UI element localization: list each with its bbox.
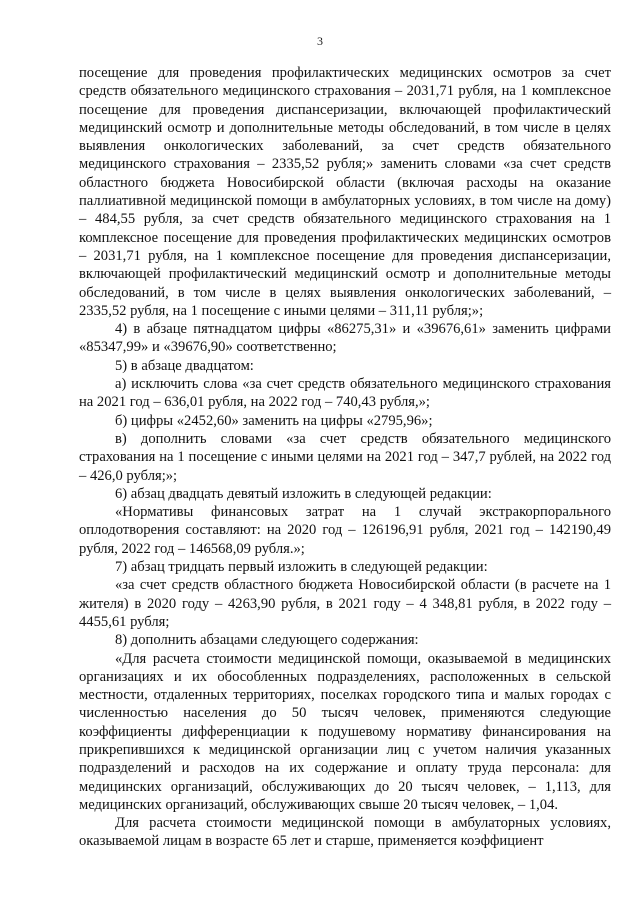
paragraph: посещение для проведения профилактических медицинских осмотров за счет средств обязательного медицинского страхования – 2031,71 рубля, на 1 комплексное посещение для проведения диспансеризации, включающей профилактический медицинский осмотр и дополнительные методы обследований, в том числе в целях выявления онкологических заболеваний, за счет средств обязательного медицинского страхования – 2335,52 рубля;» заменить словами «за счет средств областного бюджета Новосибирской области (включая расходы на оказание паллиативной медицинской помощи в амбулаторных условиях, в том числе на дому) – 484,55 рубля, за счет средств обязательного медицинского страхования на 1 комплексное посещение для проведения профилактических медицинских осмотров – 2031,71 рубля, на 1 комплексное посещение для проведения диспансеризации, включающей профилактический медицинский осмотр и дополнительные методы обследований, в том числе в целях выявления онкологических заболеваний, – 2335,52 рубля, на 1 посещение с иными целями – 311,11 рубля;»; bbox=[79, 65, 611, 319]
paragraph: «за счет средств областного бюджета Новосибирской области (в расчете на 1 жителя) в 2020 году – 4263,90 рубля, в 2021 году – 4 348,81 рубля, в 2022 году – 4455,61 рубля; bbox=[79, 577, 611, 630]
page-number: 3 bbox=[317, 34, 323, 48]
paragraph: в) дополнить словами «за счет средств обязательного медицинского страхования на 1 посещение с иными целями на 2021 год – 347,7 рублей, на 2022 год – 426,0 рубля;»; bbox=[79, 430, 611, 484]
document-body bbox=[79, 64, 611, 851]
paragraph: б) цифры «2452,60» заменить на цифры «2795,96»; bbox=[115, 412, 433, 429]
paragraph: 6) абзац двадцать девятый изложить в следующей редакции: bbox=[115, 485, 492, 502]
paragraph: 5) в абзаце двадцатом: bbox=[115, 357, 254, 374]
paragraph: «Нормативы финансовых затрат на 1 случай экстракорпорального оплодотворения составляют: на 2020 год – 126196,91 рубля, 2021 год – 142190,49 рубля, 2022 год – 146568,09 рубля.»; bbox=[79, 504, 611, 557]
paragraph: а) исключить слова «за счет средств обязательного медицинского страхования на 2021 год – 636,01 рубля, на 2022 год – 740,43 рубля,»; bbox=[79, 376, 611, 411]
paragraph: 7) абзац тридцать первый изложить в следующей редакции: bbox=[115, 559, 488, 576]
paragraph: «Для расчета стоимости медицинской помощи, оказываемой в медицинских организациях и их обособленных подразделениях, расположенных в сельской местности, отдаленных территориях, поселках городского типа и малых городах с численностью населения до 50 тысяч человек, применяются следующие коэффициенты дифференциации к подушевому нормативу финансирования на прикрепившихся к медицинской организации лиц с учетом наличия указанных подразделений и расходов на их содержание и оплату труда персонала: для медицинских организаций, обслуживающих до 20 тысяч человек, – 1,113, для медицинских организаций, обслуживающих свыше 20 тысяч человек, – 1,04. bbox=[79, 650, 611, 813]
paragraph: Для расчета стоимости медицинской помощи в амбулаторных условиях, оказываемой лицам в возрасте 65 лет и старше, применяется коэффициент bbox=[79, 815, 611, 850]
paragraph: 8) дополнить абзацами следующего содержания: bbox=[115, 632, 419, 649]
paragraph: 4) в абзаце пятнадцатом цифры «86275,31» и «39676,61» заменить цифрами «85347,99» и «39676,90» соответственно; bbox=[79, 321, 611, 356]
